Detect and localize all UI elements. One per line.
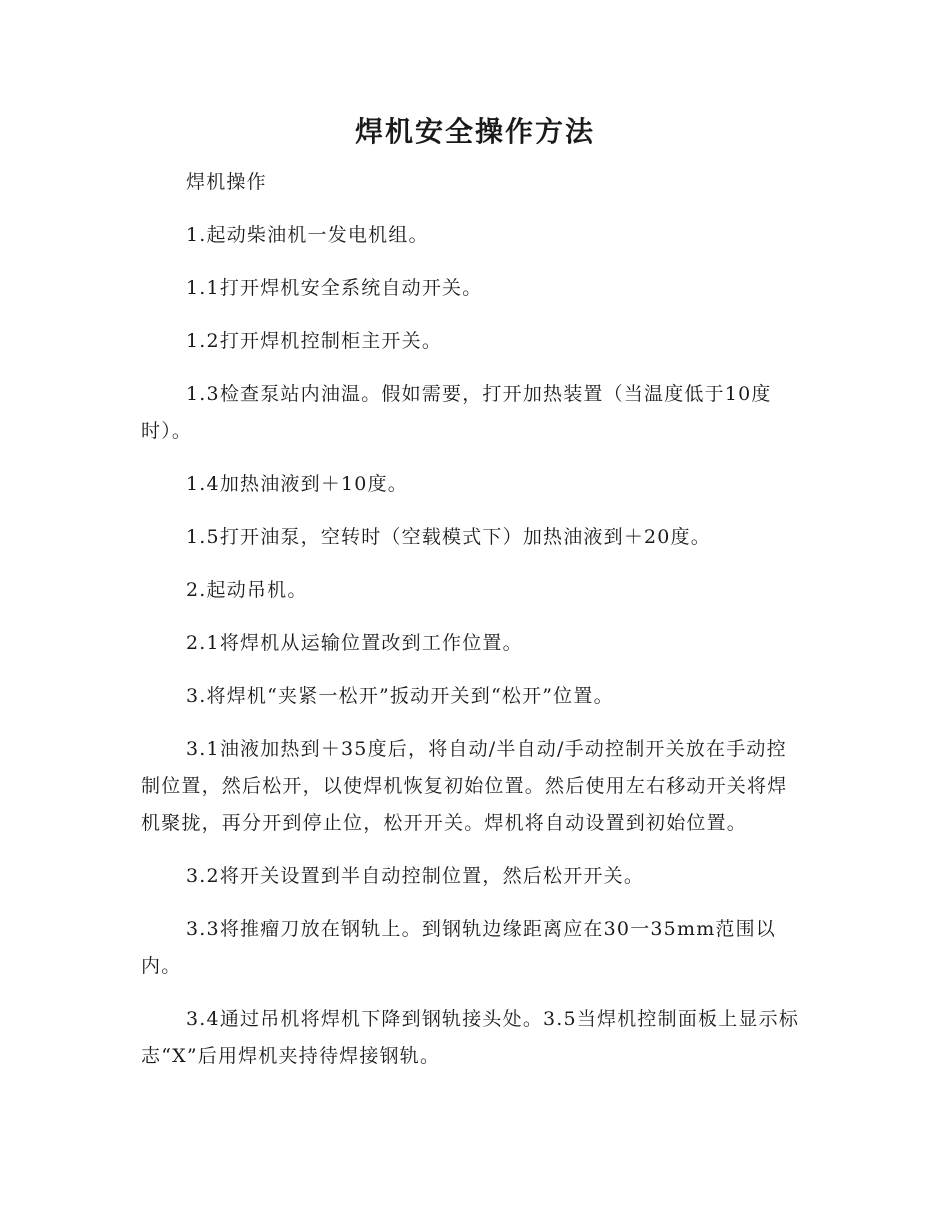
paragraph-step-3-4: 3.4通过吊机将焊机下降到钢轨接头处。3.5当焊机控制面板上显示标志“X”后用焊机夹持待焊接钢轨。: [141, 1008, 800, 1067]
paragraph-step-1-3: 1.3检查泵站内油温。假如需要，打开加热装置（当温度低于10度时）。: [141, 383, 772, 442]
paragraph-step-2-1: 2.1将焊机从运输位置改到工作位置。: [186, 632, 523, 654]
document-title: 焊机安全操作方法: [354, 115, 595, 148]
paragraph-section-heading: 焊机操作: [186, 171, 267, 193]
paragraph-step-1-4: 1.4加热油液到＋10度。: [186, 473, 408, 495]
paragraph-step-3-3: 3.3将推瘤刀放在钢轨上。到钢轨边缘距离应在30一35mm范围以内。: [141, 918, 777, 977]
paragraph-step-3-2: 3.2将开关设置到半自动控制位置，然后松开开关。: [186, 865, 645, 887]
paragraph-step-1-2: 1.2打开焊机控制柜主开关。: [186, 330, 443, 352]
paragraph-step-1-1: 1.1打开焊机安全系统自动开关。: [186, 277, 483, 299]
paragraph-step-2: 2.起动吊机。: [186, 579, 308, 601]
paragraph-step-3: 3.将焊机“夹紧一松开”扳动开关到“松开”位置。: [186, 685, 614, 707]
paragraph-step-1: 1.起动柴油机一发电机组。: [186, 224, 429, 246]
document-body: [141, 164, 806, 1091]
paragraph-step-1-5: 1.5打开油泵，空转时（空载模式下）加热油液到＋20度。: [186, 526, 711, 548]
paragraph-step-3-1: 3.1油液加热到＋35度后，将自动/半自动/手动控制开关放在手动控制位置，然后松开，以使焊机恢复初始位置。然后使用左右移动开关将焊机聚拢，再分开到停止位，松开开关。焊机将自动设置到初始位置。: [141, 738, 788, 834]
